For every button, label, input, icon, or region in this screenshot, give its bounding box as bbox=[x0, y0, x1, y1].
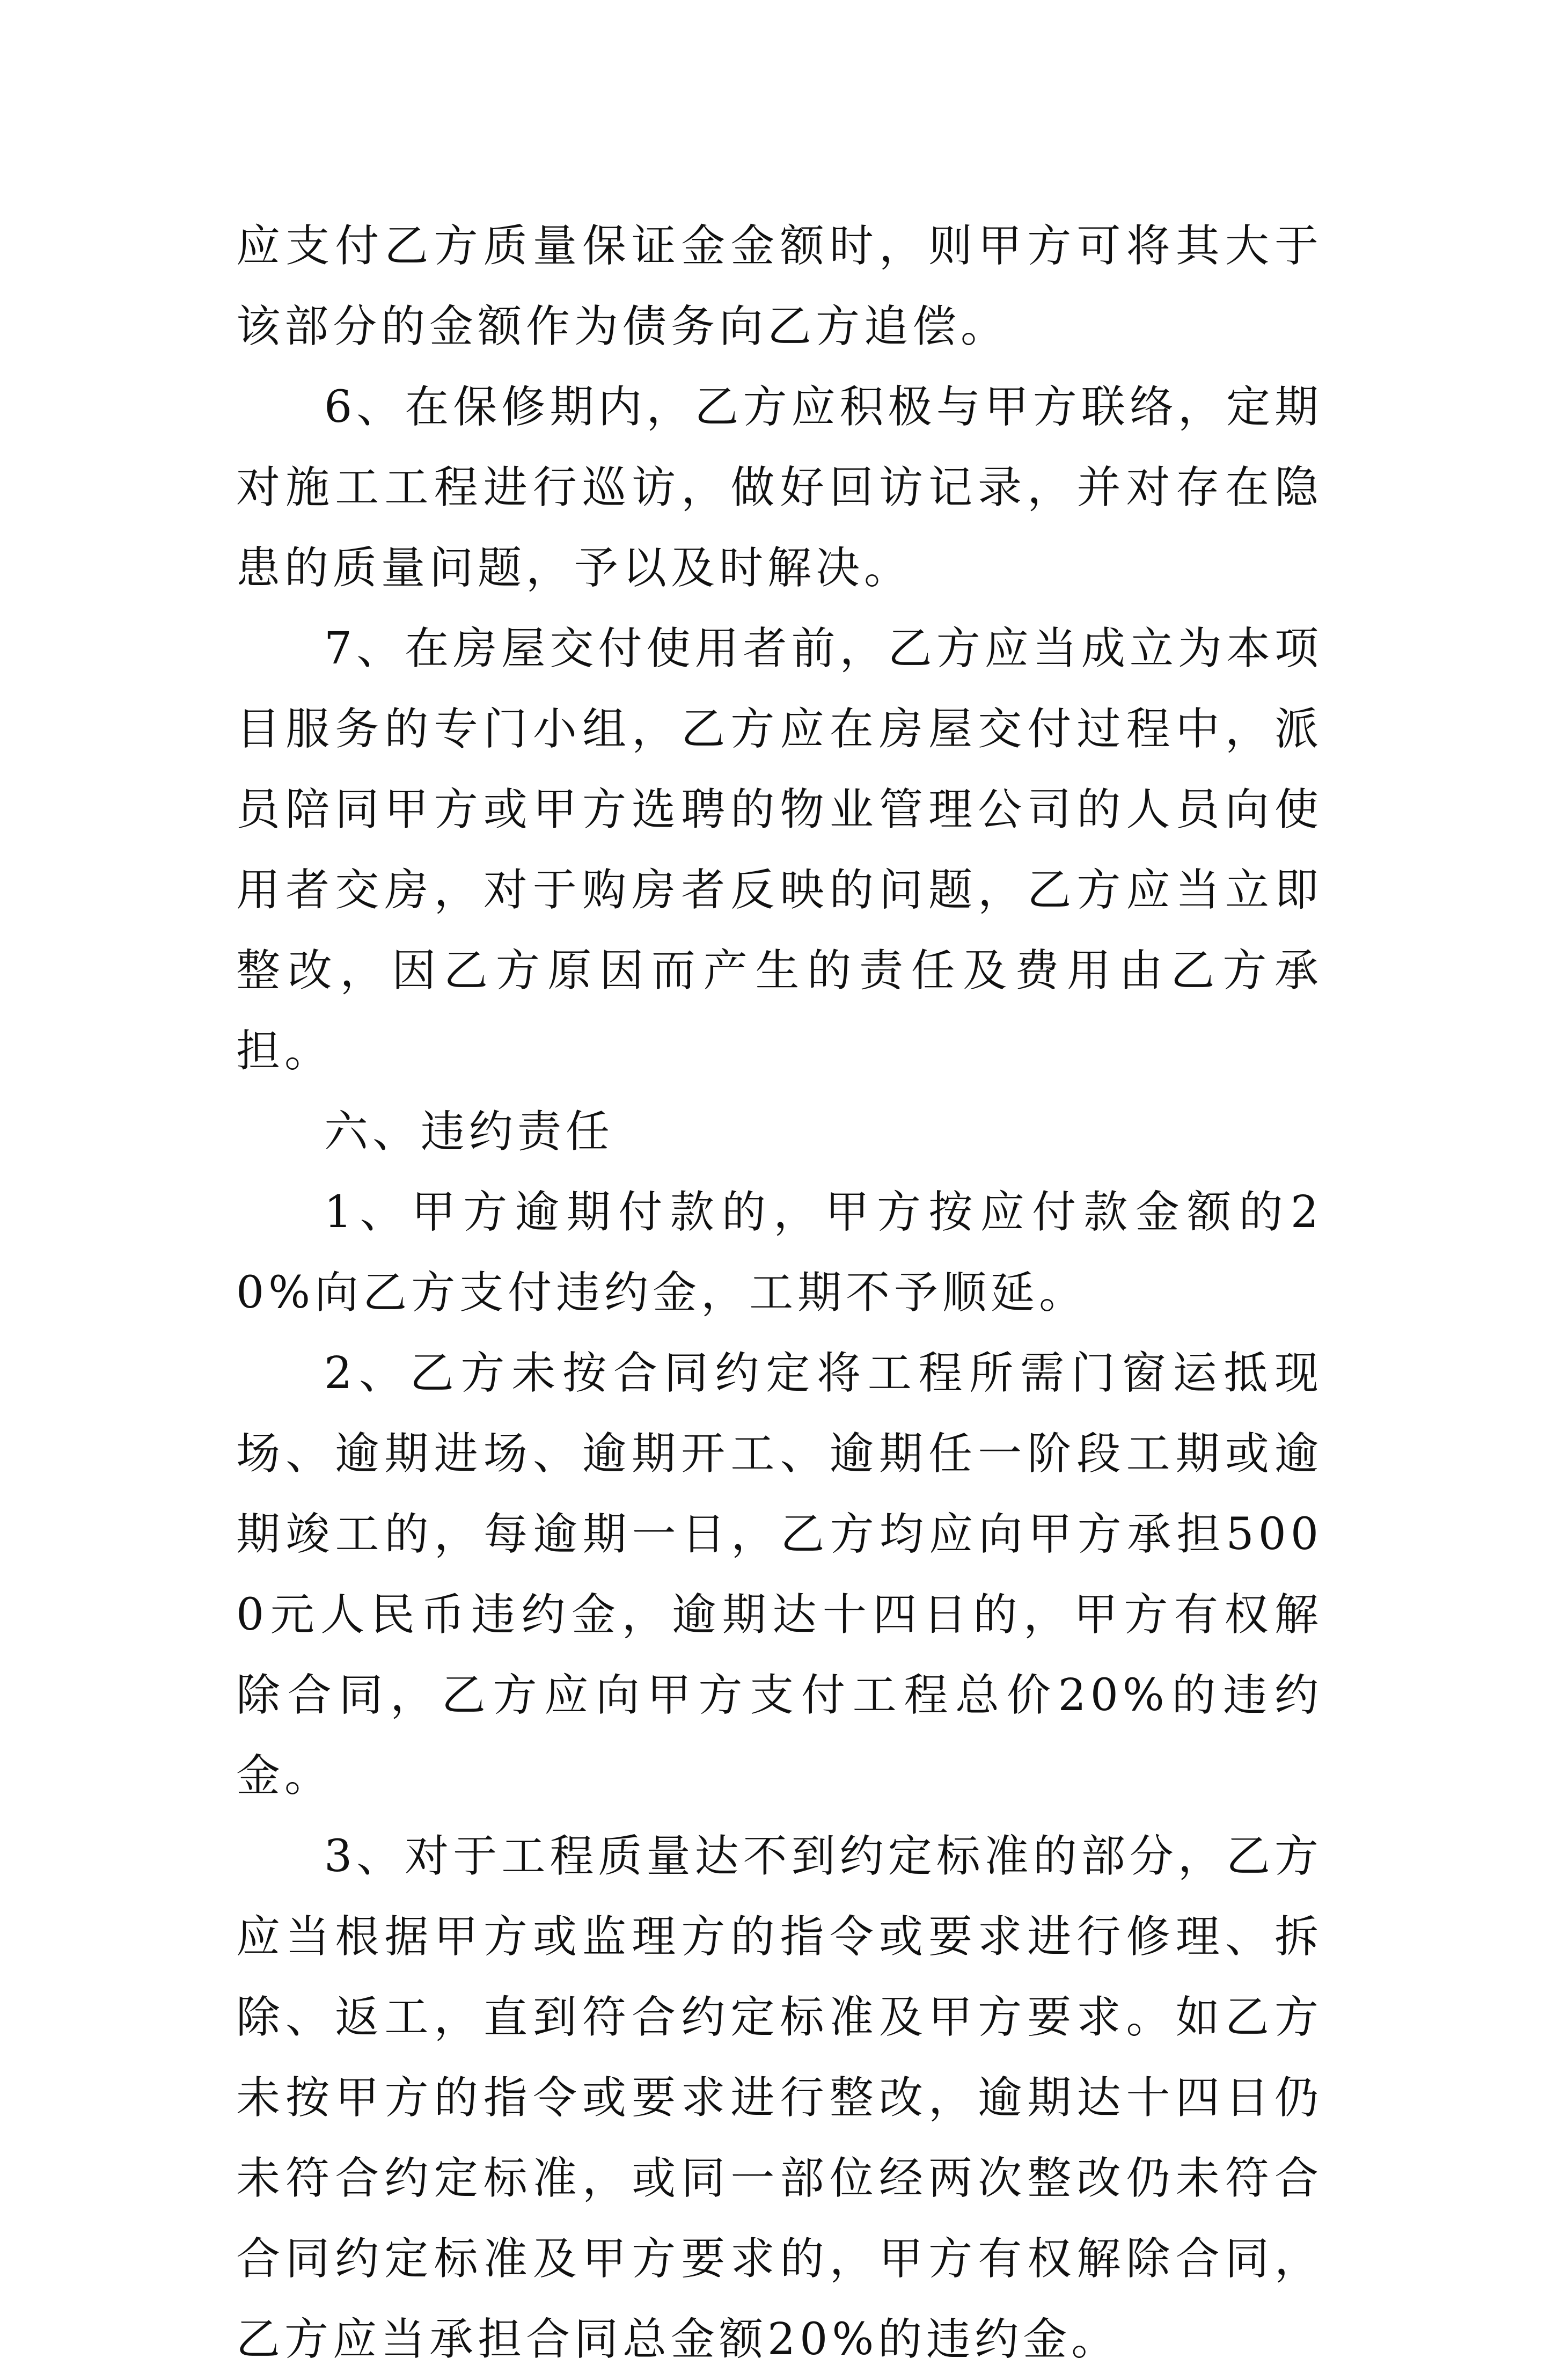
paragraph-clause-6: 6、在保修期内，乙方应积极与甲方联络，定期对施工工程进行巡访，做好回访记录，并对存在隐患的质量问题，予以及时解决。 bbox=[236, 382, 1323, 594]
document-body bbox=[236, 206, 1323, 2380]
paragraph-breach-3: 3、对于工程质量达不到约定标准的部分，乙方应当根据甲方或监理方的指令或要求进行修理、拆除、返工，直到符合约定标准及甲方要求。如乙方未按甲方的指令或要求进行整改，逾期达十四日仍未符合约定标准，或同一部位经两次整改仍未符合合同约定标准及甲方要求的，甲方有权解除合同，乙方应当承担合同总金额20%的违约金。 bbox=[236, 1831, 1323, 2365]
section-heading-breach-liability: 六、违约责任 bbox=[324, 1106, 614, 1157]
paragraph-continuation: 应支付乙方质量保证金金额时，则甲方可将其大于该部分的金额作为债务向乙方追偿。 bbox=[236, 221, 1323, 352]
paragraph-breach-1: 1、甲方逾期付款的，甲方按应付款金额的20%向乙方支付违约金，工期不予顺延。 bbox=[236, 1187, 1323, 1318]
paragraph-breach-2: 2、乙方未按合同约定将工程所需门窗运抵现场、逾期进场、逾期开工、逾期任一阶段工期或逾期竣工的，每逾期一日，乙方均应向甲方承担5000元人民币违约金，逾期达十四日的，甲方有权解除合同，乙方应向甲方支付工程总价20%的违约金。 bbox=[236, 1348, 1323, 1801]
paragraph-clause-7: 7、在房屋交付使用者前，乙方应当成立为本项目服务的专门小组，乙方应在房屋交付过程中，派员陪同甲方或甲方选聘的物业管理公司的人员向使用者交房，对于购房者反映的问题，乙方应当立即整改，因乙方原因而产生的责任及费用由乙方承担。 bbox=[236, 623, 1323, 1077]
